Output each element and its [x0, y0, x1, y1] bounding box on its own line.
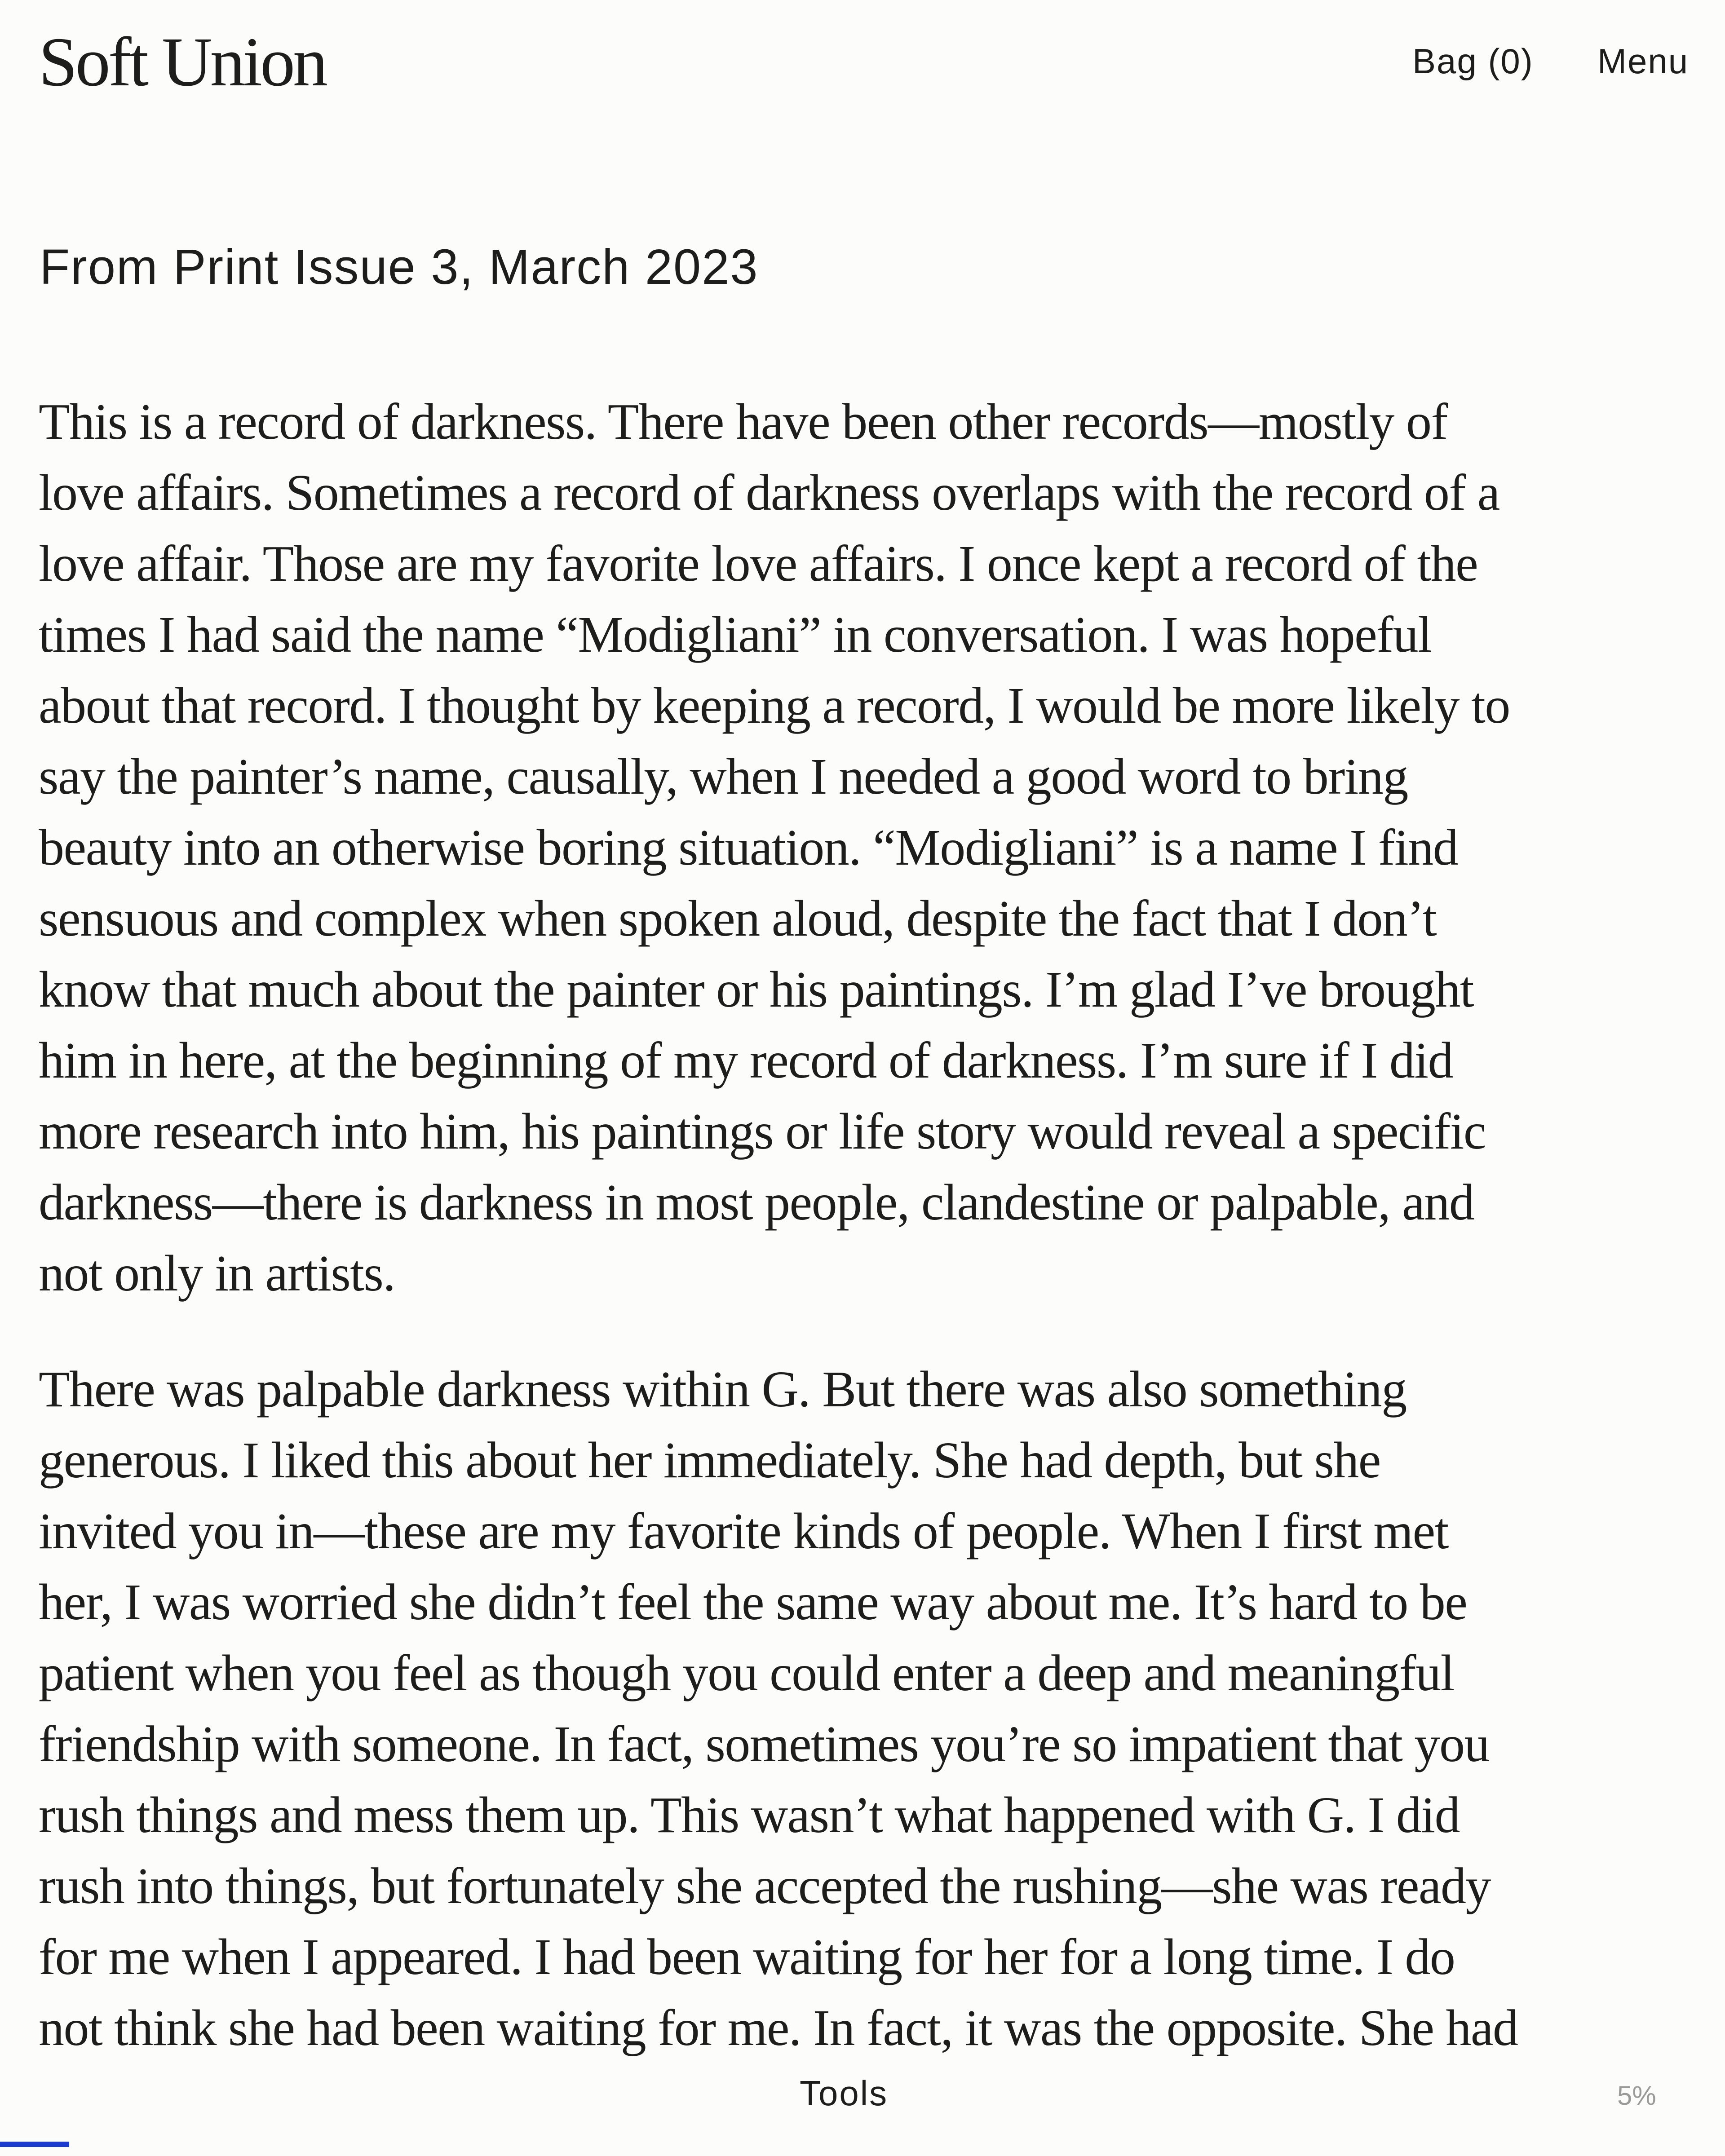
- text-line: him in here, at the beginning of my record of darkness. I’m sure if I did: [39, 1032, 1453, 1089]
- reading-progress-label: 5%: [1617, 2081, 1656, 2111]
- text-line: sensuous and complex when spoken aloud, despite the fact that I don’t: [39, 890, 1436, 947]
- article-paragraph: [39, 386, 1710, 1309]
- text-line: rush things and mess them up. This wasn’t what happened with G. I did: [39, 1786, 1460, 1843]
- text-line: patient when you feel as though you could enter a deep and meaningful: [39, 1644, 1454, 1701]
- reading-toolbar: [0, 2057, 1725, 2156]
- text-line: friendship with someone. In fact, sometimes you’re so impatient that you: [39, 1715, 1489, 1772]
- text-line: times I had said the name “Modigliani” in conversation. I was hopeful: [39, 606, 1432, 663]
- text-line: for me when I appeared. I had been waiting for her for a long time. I do: [39, 1928, 1455, 1985]
- text-line: rush into things, but fortunately she accepted the rushing—she was ready: [39, 1857, 1491, 1914]
- site-logo[interactable]: Soft Union: [39, 23, 326, 101]
- issue-info: From Print Issue 3, March 2023: [40, 239, 759, 295]
- text-line: generous. I liked this about her immediately. She had depth, but she: [39, 1431, 1380, 1489]
- article-paragraph: [39, 1354, 1710, 2057]
- text-line: not only in artists.: [39, 1245, 395, 1302]
- text-line: There was palpable darkness within G. But there was also something: [39, 1361, 1407, 1418]
- text-line: know that much about the painter or his paintings. I’m glad I’ve brought: [39, 961, 1474, 1018]
- text-line: This is a record of darkness. There have been other records—mostly of: [39, 393, 1447, 450]
- article-body: [39, 386, 1710, 2057]
- tools-button[interactable]: Tools: [800, 2073, 889, 2113]
- text-line: more research into him, his paintings or life story would reveal a specific: [39, 1103, 1486, 1160]
- text-line: beauty into an otherwise boring situation. “Modigliani” is a name I find: [39, 819, 1458, 876]
- text-line: her, I was worried she didn’t feel the same way about me. It’s hard to be: [39, 1573, 1467, 1630]
- reading-progress-fill: [0, 2142, 69, 2147]
- article-viewport[interactable]: [0, 386, 1725, 2057]
- text-line: darkness—there is darkness in most people, clandestine or palpable, and: [39, 1174, 1474, 1231]
- text-line: love affairs. Sometimes a record of darkness overlaps with the record of a: [39, 464, 1499, 521]
- reading-progress-bar: [0, 2142, 1725, 2147]
- bag-button[interactable]: Bag (0): [1412, 41, 1534, 81]
- text-line: about that record. I thought by keeping a record, I would be more likely to: [39, 677, 1510, 734]
- text-line: invited you in—these are my favorite kinds of people. When I first met: [39, 1502, 1448, 1560]
- text-line: love affair. Those are my favorite love affairs. I once kept a record of the: [39, 535, 1478, 592]
- text-line: say the painter’s name, causally, when I needed a good word to bring: [39, 748, 1408, 805]
- menu-button[interactable]: Menu: [1597, 41, 1689, 81]
- site-header: [0, 0, 1725, 126]
- text-line: not think she had been waiting for me. In fact, it was the opposite. She had: [39, 1999, 1518, 2056]
